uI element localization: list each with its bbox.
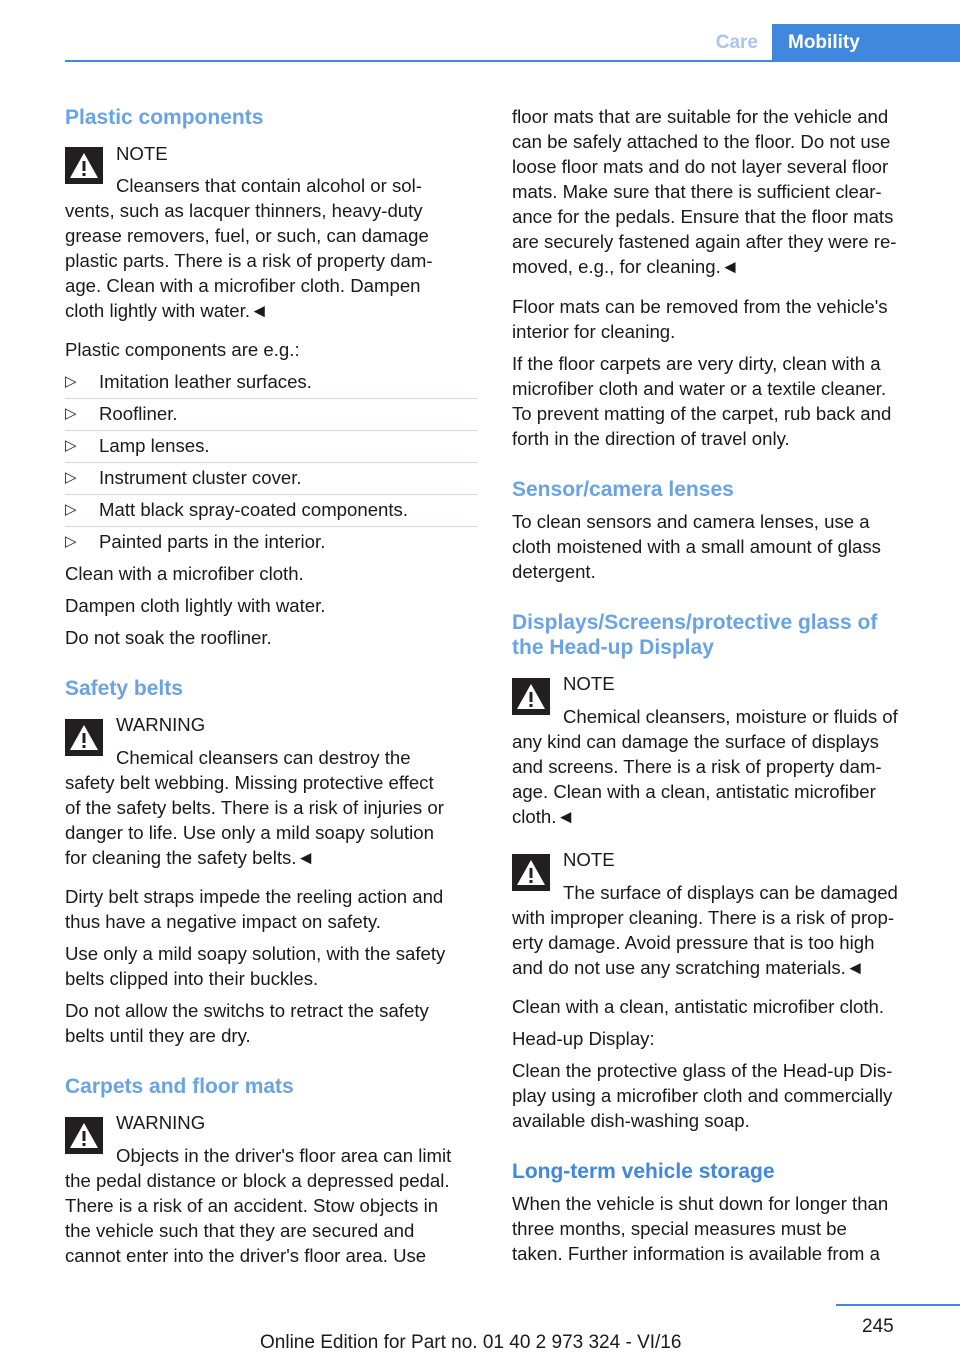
paragraph: belts until they are dry. xyxy=(65,1025,251,1046)
warning-text: the pedal distance or block a depressed pedal. xyxy=(65,1170,450,1191)
warning-text: for cleaning the safety belts.◄ xyxy=(65,847,315,868)
heading-safety-belts: Safety belts xyxy=(65,677,183,700)
paragraph: detergent. xyxy=(512,561,596,582)
bullet-triangle-icon: ▷ xyxy=(65,437,77,454)
paragraph: belts clipped into their buckles. xyxy=(65,968,319,989)
warning-triangle-icon xyxy=(65,1117,103,1154)
heading-displays: the Head-up Display xyxy=(512,636,714,659)
edition-footer: Online Edition for Part no. 01 40 2 973 324 - VI/16 xyxy=(260,1332,682,1353)
warning-label: WARNING xyxy=(116,714,206,735)
warning-text: safety belt webbing. Missing protective effect xyxy=(65,772,434,793)
note-text: any kind can damage the surface of displays xyxy=(512,731,879,752)
list-item: Imitation leather surfaces. xyxy=(99,371,312,392)
paragraph: Floor mats can be removed from the vehicle's xyxy=(512,296,888,317)
note-text: cloth lightly with water.◄ xyxy=(65,300,269,321)
paragraph: available dish-washing soap. xyxy=(512,1110,750,1131)
paragraph: When the vehicle is shut down for longer than xyxy=(512,1193,889,1214)
paragraph: Head-up Display: xyxy=(512,1028,655,1049)
bullet-triangle-icon: ▷ xyxy=(65,373,77,390)
paragraph: cloth moistened with a small amount of glass xyxy=(512,536,881,557)
note-text: Chemical cleansers, moisture or fluids of xyxy=(563,706,898,727)
list-item: Painted parts in the interior. xyxy=(99,531,326,552)
paragraph: To clean sensors and camera lenses, use a xyxy=(512,511,870,532)
note-label: NOTE xyxy=(563,673,615,694)
divider xyxy=(65,462,477,463)
warning-triangle-icon xyxy=(65,719,103,756)
warning-triangle-icon xyxy=(512,678,550,715)
warning-triangle-icon xyxy=(65,147,103,184)
heading-sensor-lenses: Sensor/camera lenses xyxy=(512,478,734,501)
paragraph: To prevent matting of the carpet, rub back and xyxy=(512,403,892,424)
paragraph: Do not allow the switchs to retract the safety xyxy=(65,1000,429,1021)
note-text: age. Clean with a clean, antistatic microfiber xyxy=(512,781,876,802)
list-item: Instrument cluster cover. xyxy=(99,467,302,488)
warning-text: Chemical cleansers can destroy the xyxy=(116,747,411,768)
paragraph: play using a microfiber cloth and commercially xyxy=(512,1085,893,1106)
divider xyxy=(65,430,477,431)
paragraph: Use only a mild soapy solution, with the safety xyxy=(65,943,446,964)
note-text: cloth.◄ xyxy=(512,806,575,827)
bullet-triangle-icon: ▷ xyxy=(65,469,77,486)
warning-text: ance for the pedals. Ensure that the floor mats xyxy=(512,206,894,227)
top-nav xyxy=(700,24,960,61)
tab-care[interactable]: Care xyxy=(700,24,772,61)
paragraph: Dampen cloth lightly with water. xyxy=(65,595,326,616)
paragraph: Plastic components are e.g.: xyxy=(65,339,300,360)
divider xyxy=(65,398,477,399)
divider xyxy=(65,494,477,495)
note-text: and screens. There is a risk of property dam- xyxy=(512,756,882,777)
note-text: with improper cleaning. There is a risk of prop- xyxy=(512,907,895,928)
warning-text: of the safety belts. There is a risk of injuries or xyxy=(65,797,444,818)
warning-text: Objects in the driver's floor area can limit xyxy=(116,1145,452,1166)
warning-text: can be safely attached to the floor. Do not use xyxy=(512,131,891,152)
paragraph: Clean the protective glass of the Head-up Dis- xyxy=(512,1060,893,1081)
header-rule xyxy=(65,60,960,62)
warning-text: There is a risk of an accident. Stow objects in xyxy=(65,1195,439,1216)
warning-label: WARNING xyxy=(116,1112,206,1133)
list-item: Lamp lenses. xyxy=(99,435,210,456)
heading-displays: Displays/Screens/protective glass of xyxy=(512,611,878,634)
heading-plastic-components: Plastic components xyxy=(65,106,264,129)
note-text: and do not use any scratching materials.◄ xyxy=(512,957,865,978)
paragraph: interior for cleaning. xyxy=(512,321,676,342)
warning-text: danger to life. Use only a mild soapy solution xyxy=(65,822,434,843)
paragraph: taken. Further information is available from a xyxy=(512,1243,880,1264)
bullet-triangle-icon: ▷ xyxy=(65,501,77,518)
heading-carpets: Carpets and floor mats xyxy=(65,1075,294,1098)
paragraph: three months, special measures must be xyxy=(512,1218,847,1239)
warning-text: loose floor mats and do not layer several floor xyxy=(512,156,889,177)
bullet-triangle-icon: ▷ xyxy=(65,533,77,550)
note-text: plastic parts. There is a risk of property dam- xyxy=(65,250,433,271)
paragraph: Dirty belt straps impede the reeling action and xyxy=(65,886,444,907)
paragraph: If the floor carpets are very dirty, clean with a xyxy=(512,353,881,374)
warning-text: cannot enter into the driver's floor area. Use xyxy=(65,1245,427,1266)
divider xyxy=(65,526,477,527)
warning-text: the vehicle such that they are secured and xyxy=(65,1220,415,1241)
list-item: Roofliner. xyxy=(99,403,178,424)
list-item: Matt black spray-coated components. xyxy=(99,499,409,520)
paragraph: microfiber cloth and water or a textile cleaner. xyxy=(512,378,887,399)
note-text: vents, such as lacquer thinners, heavy-duty xyxy=(65,200,423,221)
paragraph: Clean with a microfiber cloth. xyxy=(65,563,304,584)
warning-text: are securely fastened again after they were re- xyxy=(512,231,897,252)
paragraph: thus have a negative impact on safety. xyxy=(65,911,381,932)
note-text: erty damage. Avoid pressure that is too high xyxy=(512,932,875,953)
note-text: grease removers, fuel, or such, can damage xyxy=(65,225,429,246)
note-label: NOTE xyxy=(116,143,168,164)
note-label: NOTE xyxy=(563,849,615,870)
footer-rule xyxy=(836,1304,960,1306)
note-text: age. Clean with a microfiber cloth. Dampen xyxy=(65,275,421,296)
paragraph: Do not soak the roofliner. xyxy=(65,627,272,648)
heading-long-term-storage: Long-term vehicle storage xyxy=(512,1160,775,1183)
paragraph: forth in the direction of travel only. xyxy=(512,428,790,449)
paragraph: Clean with a clean, antistatic microfiber cloth. xyxy=(512,996,885,1017)
warning-text: mats. Make sure that there is sufficient clear- xyxy=(512,181,882,202)
note-text: Cleansers that contain alcohol or sol- xyxy=(116,175,422,196)
warning-triangle-icon xyxy=(512,854,550,891)
bullet-triangle-icon: ▷ xyxy=(65,405,77,422)
warning-text: floor mats that are suitable for the vehicle and xyxy=(512,106,889,127)
page-number: 245 xyxy=(862,1316,894,1337)
warning-text: moved, e.g., for cleaning.◄ xyxy=(512,256,740,277)
note-text: The surface of displays can be damaged xyxy=(563,882,898,903)
tab-mobility[interactable]: Mobility xyxy=(772,24,960,61)
